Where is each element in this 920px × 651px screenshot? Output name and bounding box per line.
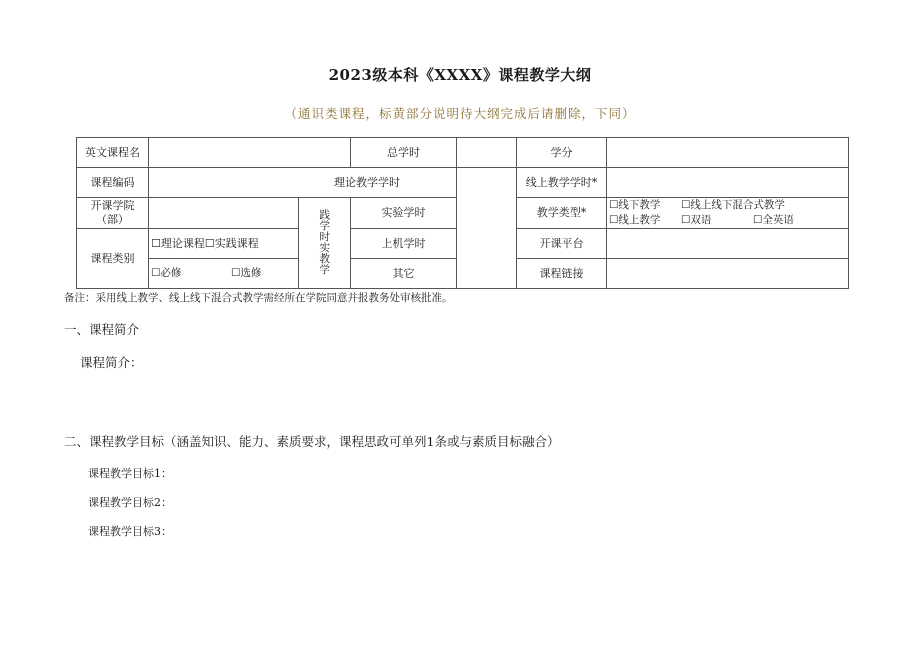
table-row (77, 198, 849, 229)
elective-checkbox[interactable]: ☐选修 (231, 267, 262, 279)
table-row (77, 259, 849, 289)
category-type-checkbox[interactable]: ☐理论课程☐实践课程 (149, 229, 299, 259)
goal-item: 课程教学目标3： (88, 525, 172, 538)
school-label: 开课学院（部） (77, 198, 149, 229)
page-subtitle: （通识类课程，标黄部分说明待大纲完成后请删除，下同） (284, 106, 636, 121)
course-info-table (76, 137, 849, 289)
credits-value[interactable] (607, 138, 849, 168)
table-row (77, 168, 849, 198)
theory-hours-value[interactable] (457, 168, 517, 198)
goal-item: 课程教学目标1： (88, 467, 172, 480)
other-value[interactable] (457, 259, 517, 289)
other-label: 其它 (351, 259, 457, 289)
english-name-value[interactable] (149, 138, 351, 168)
teaching-type-options (607, 198, 849, 229)
teaching-type-online-checkbox[interactable]: ☐线上教学 (609, 214, 661, 226)
platform-label: 开课平台 (517, 229, 607, 259)
total-hours-label: 总学时 (351, 138, 457, 168)
computer-hours-label: 上机学时 (351, 229, 457, 259)
practice-hours-text: 践学时实教学 (319, 209, 330, 276)
table-note: 备注：采用线上教学、线上线下混合式教学需经所在学院同意并报教务处审核批准。 (64, 292, 453, 304)
online-hours-label: 线上教学学时* (517, 168, 607, 198)
link-label: 课程链接 (517, 259, 607, 289)
online-hours-value[interactable] (607, 168, 849, 198)
computer-hours-value[interactable] (457, 229, 517, 259)
credits-label: 学分 (517, 138, 607, 168)
teaching-type-english-checkbox[interactable]: ☐全英语 (753, 214, 794, 226)
section-heading-intro: 一、课程简介 (64, 322, 140, 337)
lab-hours-label: 实验学时 (351, 198, 457, 229)
category-required-elective (149, 259, 299, 289)
english-name-label: 英文课程名 (77, 138, 149, 168)
category-label: 课程类别 (77, 229, 149, 289)
goal-item: 课程教学目标2： (88, 496, 172, 509)
section-heading-goals: 二、课程教学目标（涵盖知识、能力、素质要求，课程思政可单列1条或与素质目标融合） (64, 434, 560, 449)
teaching-type-blended-checkbox[interactable]: ☐线上线下混合式教学 (681, 199, 785, 211)
teaching-type-label: 教学类型* (517, 198, 607, 229)
course-code-label: 课程编码 (77, 168, 149, 198)
table-row (77, 138, 849, 168)
platform-value[interactable] (607, 229, 849, 259)
teaching-type-offline-checkbox[interactable]: ☐线下教学 (609, 199, 661, 211)
teaching-type-bilingual-checkbox[interactable]: ☐双语 (681, 214, 712, 226)
lab-hours-value[interactable] (457, 198, 517, 229)
intro-label: 课程简介： (80, 355, 143, 370)
page-title: 2023级本科《XXXX》课程教学大纲 (328, 66, 592, 84)
required-checkbox[interactable]: ☐必修 (151, 267, 182, 279)
link-value[interactable] (607, 259, 849, 289)
total-hours-value[interactable] (457, 138, 517, 168)
practice-hours-label (299, 198, 351, 289)
school-value[interactable] (149, 198, 299, 229)
table-row (77, 229, 849, 259)
theory-hours-label: 理论教学学时 (149, 168, 457, 198)
